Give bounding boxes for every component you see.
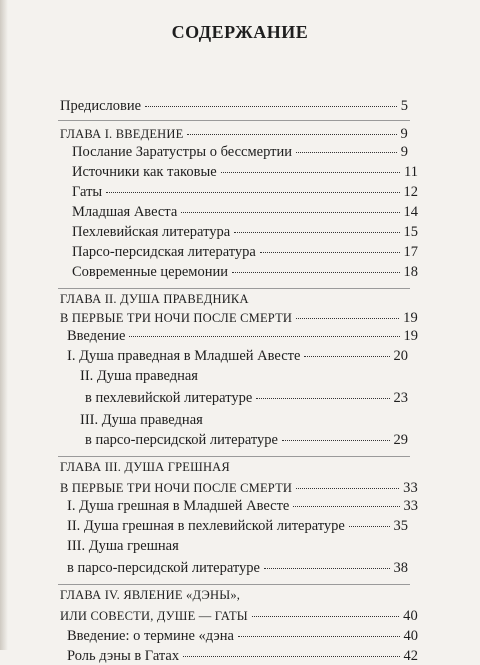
toc-entry[interactable] [72,184,418,201]
section-divider [58,584,410,585]
toc-entry-label: ГЛАВА IV. ЯВЛЕНИЕ «ДЭНЫ», [60,588,241,602]
toc-chapter-heading[interactable] [60,126,408,143]
toc-entry-label: Предисловие [60,98,142,114]
toc-entry[interactable] [67,628,418,645]
toc-entry-label: ИЛИ СОВЕСТИ, ДУШЕ — ГАТЫ [60,609,248,623]
toc-chapter-heading [60,460,408,475]
toc-entry-page: 33 [403,498,418,514]
toc-entry-label: Введение: о термине «дэна [67,628,234,644]
toc-entry[interactable] [67,348,408,365]
section-divider [58,456,410,457]
page-title: СОДЕРЖАНИЕ [171,22,309,42]
toc-entry-label: III. Душа праведная [80,412,203,428]
toc-entry-page: 23 [393,390,408,406]
toc-entry-label: В ПЕРВЫЕ ТРИ НОЧИ ПОСЛЕ СМЕРТИ [60,311,293,325]
dot-leader [129,336,399,337]
dot-leader [264,568,390,569]
toc-entry[interactable] [60,98,408,115]
toc-entry[interactable] [85,432,408,449]
dot-leader [145,106,397,107]
toc-chapter-heading[interactable] [60,480,418,497]
toc-entry [67,538,418,555]
toc-entry[interactable] [72,164,418,181]
toc-entry-label: в парсо-персидской литературе [67,560,260,576]
toc-chapter-heading[interactable] [60,310,418,327]
dot-leader [296,152,397,153]
toc-entry-page: 18 [403,264,418,280]
toc-entry-page: 15 [403,224,418,240]
toc-chapter-heading[interactable] [60,608,418,625]
toc-entry-label: в парсо-персидской литературе [85,432,278,448]
dot-leader [238,636,400,637]
toc-entry[interactable] [72,204,418,221]
dot-leader [349,526,390,527]
toc-entry-label: III. Душа грешная [67,538,179,554]
toc-chapter-heading [60,588,418,603]
dot-leader [256,398,389,399]
toc-entry-label: Парсо-персидская литература [72,244,256,260]
toc-entry-page: 17 [403,244,418,260]
toc-entry[interactable] [67,560,408,577]
toc-entry-label: В ПЕРВЫЕ ТРИ НОЧИ ПОСЛЕ СМЕРТИ [60,481,293,495]
toc-entry-label: I. Душа грешная в Младшей Авесте [67,498,290,514]
section-divider [58,120,410,121]
dot-leader [296,318,399,319]
toc-entry-page: 14 [403,204,418,220]
toc-entry[interactable] [72,224,418,241]
toc-entry-label: Источники как таковые [72,164,217,180]
toc-entry-label: Роль дэны в Гатах [67,648,180,664]
toc-entry-page: 9 [400,144,408,160]
toc-entry[interactable] [67,648,418,665]
dot-leader [252,616,399,617]
dot-leader [232,272,400,273]
toc-entry-page: 42 [403,648,418,664]
toc-entry-page: 9 [400,126,408,142]
toc-entry [80,412,418,429]
dot-leader [187,134,396,135]
toc-entry[interactable] [67,328,418,345]
toc-chapter-heading [60,292,408,307]
toc-entry-label: II. Душа грешная в пехлевийской литературе [67,518,345,534]
toc-entry [80,368,418,385]
toc-entry-label: Младшая Авеста [72,204,178,220]
toc-entry-page: 19 [403,328,418,344]
toc-entry-label: Послание Заратустры о бессмертии [72,144,292,160]
dot-leader [234,232,399,233]
toc-entry-page: 40 [403,608,418,624]
toc-entry[interactable] [85,390,408,407]
toc-entry-page: 20 [393,348,408,364]
toc-entry-label: Введение [67,328,126,344]
toc-entry-label: ГЛАВА III. ДУША ГРЕШНАЯ [60,460,230,474]
page-spine-shadow [0,0,8,650]
toc-entry-label: в пехлевийской литературе [85,390,253,406]
toc-entry[interactable] [72,244,418,261]
toc-entry-page: 40 [403,628,418,644]
toc-entry-label: Гаты [72,184,103,200]
toc-entry-page: 33 [403,480,418,496]
toc-entry-page: 38 [393,560,408,576]
dot-leader [181,212,399,213]
toc-entry-page: 12 [403,184,418,200]
toc-entry[interactable] [67,498,418,515]
toc-entry-label: Современные церемонии [72,264,228,280]
dot-leader [260,252,400,253]
dot-leader [293,506,399,507]
toc-entry[interactable] [72,144,408,161]
toc-entry-label: ГЛАВА II. ДУША ПРАВЕДНИКА [60,292,249,306]
toc-entry-page: 19 [403,310,418,326]
toc-entry-page: 5 [400,98,408,114]
toc-entry-page: 11 [404,164,418,180]
section-divider [58,288,410,289]
toc-entry-label: II. Душа праведная [80,368,198,384]
toc-entry-label: Пехлевийская литература [72,224,231,240]
dot-leader [106,192,399,193]
dot-leader [282,440,390,441]
toc-entry[interactable] [72,264,418,281]
toc-entry[interactable] [67,518,408,535]
dot-leader [183,656,399,657]
toc-entry-page: 29 [393,432,408,448]
toc-entry-label: ГЛАВА I. ВВЕДЕНИЕ [60,127,184,141]
toc-entry-page: 35 [393,518,408,534]
dot-leader [296,488,399,489]
toc-entry-label: I. Душа праведная в Младшей Авесте [67,348,301,364]
dot-leader [304,356,389,357]
dot-leader [221,172,400,173]
